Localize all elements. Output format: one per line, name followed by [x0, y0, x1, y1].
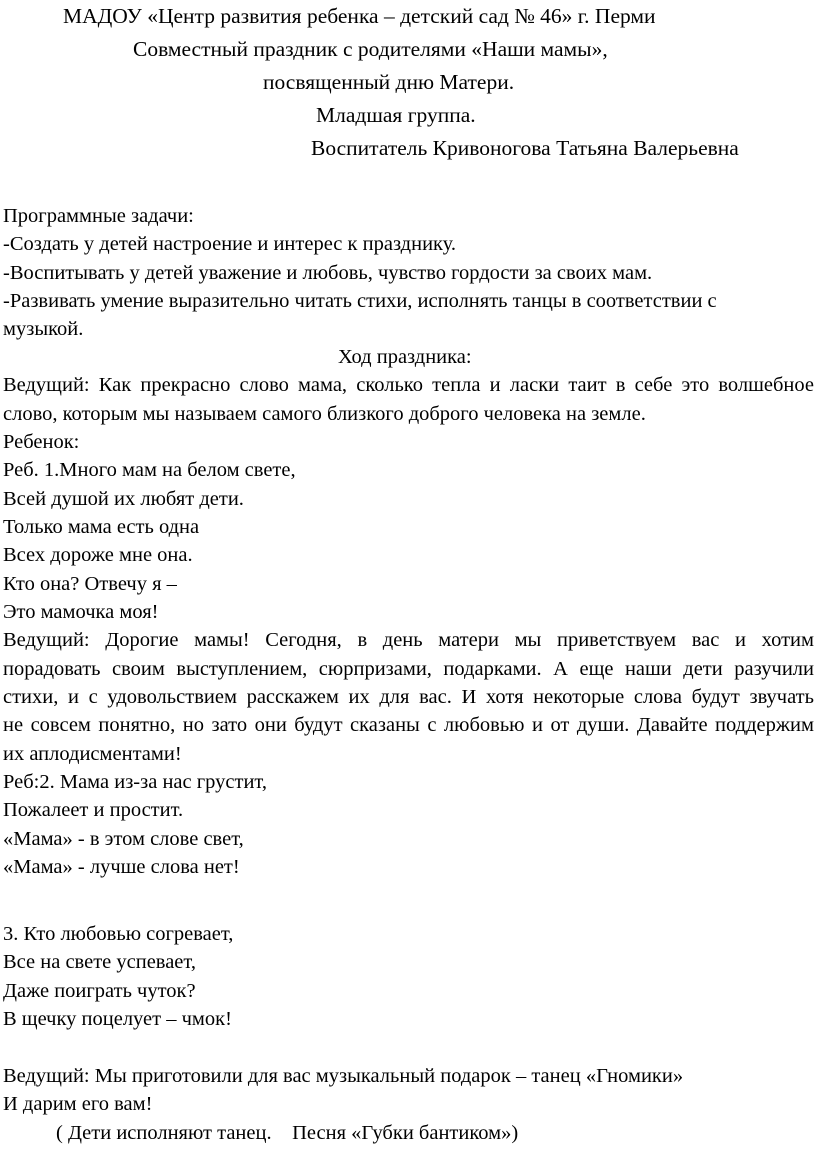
- task-item: -Воспитывать у детей уважение и любовь, чувство гордости за своих мам.: [3, 262, 653, 284]
- paragraph-line: порадовать своим выступлением, сюрпризами, подарками. А еще наши дети разучили: [3, 658, 814, 680]
- poem-line: Всех дороже мне она.: [3, 544, 193, 566]
- stage-direction: ( Дети исполняют танец. Песня «Губки бантиком»): [56, 1122, 519, 1144]
- task-item: -Развивать умение выразительно читать стихи, исполнять танцы в соответствии с: [3, 290, 717, 312]
- poem-line: В щечку поцелует – чмок!: [3, 1008, 232, 1030]
- poem-line: Пожалеет и простит.: [3, 799, 184, 821]
- tasks-title: Программные задачи:: [3, 205, 194, 227]
- poem-line: Это мамочка моя!: [3, 601, 159, 623]
- poem-line: Реб:2. Мама из-за нас грустит,: [3, 771, 267, 793]
- poem-line: 3. Кто любовью согревает,: [3, 923, 234, 945]
- task-item: музыкой.: [3, 318, 84, 340]
- paragraph-line: стихи, и с удовольствием расскажем их для вас. И хотя некоторые слова будут звучать: [3, 686, 814, 708]
- paragraph-line: Ребенок:: [3, 431, 80, 453]
- poem-line: Даже поиграть чуток?: [3, 980, 196, 1002]
- paragraph-line: слово, которым мы называем самого близкого доброго человека на земле.: [3, 403, 646, 425]
- poem-line: Кто она? Отвечу я –: [3, 573, 177, 595]
- paragraph-line: Ведущий: Как прекрасно слово мама, сколько тепла и ласки таит в себе это волшебное: [3, 374, 814, 396]
- course-title: Ход праздника:: [338, 346, 472, 368]
- paragraph-line: И дарим его вам!: [3, 1093, 153, 1115]
- paragraph-line: не совсем понятно, но зато они будут сказаны с любовью и от души. Давайте поддержим: [3, 714, 814, 736]
- header-event-subtitle: посвященный дню Матери.: [263, 70, 515, 94]
- header-teacher: Воспитатель Кривоногова Татьяна Валерьевна: [311, 136, 739, 160]
- poem-line: Всей душой их любят дети.: [3, 488, 244, 510]
- poem-line: «Мама» - лучше слова нет!: [3, 856, 240, 878]
- paragraph-line: Ведущий: Дорогие мамы! Сегодня, в день матери мы приветствуем вас и хотим: [3, 629, 814, 651]
- paragraph-line: Ведущий: Мы приготовили для вас музыкальный подарок – танец «Гномики»: [3, 1065, 684, 1087]
- task-item: -Создать у детей настроение и интерес к празднику.: [3, 233, 457, 255]
- header-event-title: Совместный праздник с родителями «Наши мамы»,: [133, 37, 608, 61]
- header-group: Младшая группа.: [316, 103, 476, 127]
- poem-line: «Мама» - в этом слове свет,: [3, 828, 244, 850]
- header-institution: МАДОУ «Центр развития ребенка – детский сад № 46» г. Перми: [63, 4, 656, 28]
- poem-line: Реб. 1.Много мам на белом свете,: [3, 459, 296, 481]
- paragraph-line: их аплодисментами!: [3, 743, 182, 765]
- poem-line: Все на свете успевает,: [3, 951, 196, 973]
- poem-line: Только мама есть одна: [3, 516, 200, 538]
